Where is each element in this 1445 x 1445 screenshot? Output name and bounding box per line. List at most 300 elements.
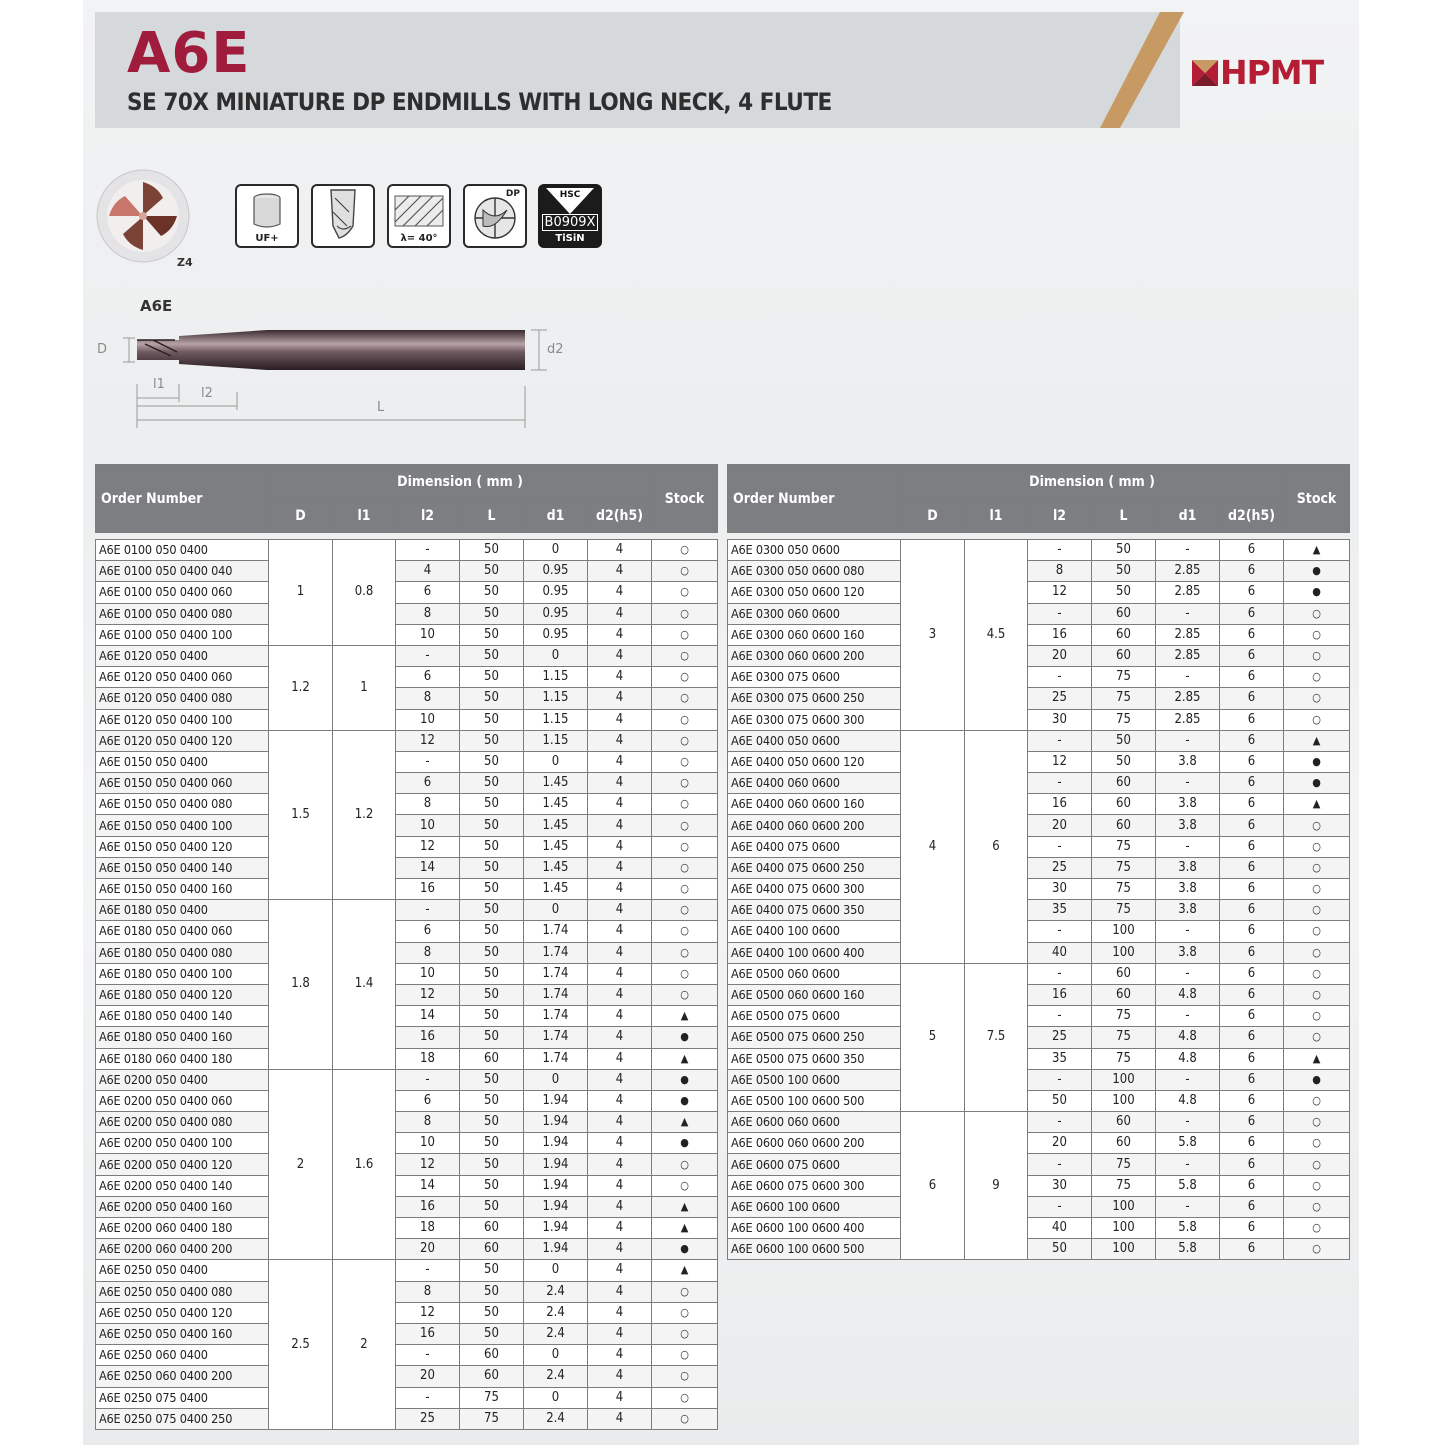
d1-cell: 4.8: [1156, 1027, 1220, 1048]
order-number-cell: A6E 0400 075 0600 350: [728, 900, 901, 921]
endmill-flute-icon: [311, 184, 375, 248]
table-row: [728, 1027, 1350, 1048]
col-l1-header: l1: [965, 499, 1028, 533]
d1-cell: 1.45: [524, 794, 588, 815]
d2-cell: 4: [588, 1323, 652, 1344]
length-cell: 75: [1092, 709, 1156, 730]
diameter-cell: 4: [901, 730, 965, 963]
l2-cell: 20: [1028, 815, 1092, 836]
table-row: [96, 773, 718, 794]
d1-cell: 1.15: [524, 667, 588, 688]
table-row: [96, 879, 718, 900]
stock-cell: ○: [652, 773, 718, 794]
stock-cell: ▲: [1284, 730, 1350, 751]
d2-cell: 6: [1220, 879, 1284, 900]
d1-cell: 1.74: [524, 1006, 588, 1027]
length-cell: 75: [1092, 1175, 1156, 1196]
length-cell: 100: [1092, 921, 1156, 942]
d2-cell: 4: [588, 942, 652, 963]
order-number-cell: A6E 0400 050 0600 120: [728, 751, 901, 772]
order-number-cell: A6E 0500 060 0600 160: [728, 984, 901, 1005]
d1-cell: 1.45: [524, 879, 588, 900]
d1-cell: 0: [524, 645, 588, 666]
length-cell: 50: [1092, 561, 1156, 582]
stock-cell: ○: [652, 709, 718, 730]
d1-cell: -: [1156, 773, 1220, 794]
d2-cell: 4: [588, 879, 652, 900]
d2-cell: 6: [1220, 667, 1284, 688]
table-row: [96, 1112, 718, 1133]
table-row: [96, 942, 718, 963]
l2-cell: -: [1028, 1006, 1092, 1027]
order-number-cell: A6E 0600 075 0600: [728, 1154, 901, 1175]
length-cell: 60: [1092, 1112, 1156, 1133]
d1-cell: -: [1156, 1112, 1220, 1133]
stock-cell: ○: [1284, 1239, 1350, 1260]
table-row: [96, 645, 718, 666]
table-row: [96, 1090, 718, 1111]
d2-cell: 6: [1220, 1239, 1284, 1260]
l2-cell: -: [1028, 667, 1092, 688]
table-row: [96, 688, 718, 709]
stock-cell: ○: [1284, 624, 1350, 645]
l2-cell: 12: [1028, 582, 1092, 603]
table-row: [728, 1239, 1350, 1260]
table-row: [96, 984, 718, 1005]
l2-cell: 35: [1028, 1048, 1092, 1069]
uf-plus-icon: [235, 184, 299, 248]
l2-cell: 10: [396, 1133, 460, 1154]
table-row: [96, 709, 718, 730]
stock-cell: ○: [1284, 1196, 1350, 1217]
l2-cell: 30: [1028, 879, 1092, 900]
d1-cell: 3.8: [1156, 942, 1220, 963]
table-row: [96, 667, 718, 688]
order-number-cell: A6E 0200 050 0400 080: [96, 1112, 269, 1133]
order-number-cell: A6E 0600 060 0600: [728, 1112, 901, 1133]
length-cell: 50: [460, 900, 524, 921]
hsc-coating-label: TiSiN: [555, 233, 585, 244]
d1-cell: 3.8: [1156, 794, 1220, 815]
stock-cell: ●: [652, 1069, 718, 1090]
d2-cell: 6: [1220, 730, 1284, 751]
table-row: [96, 836, 718, 857]
table-row: [96, 1387, 718, 1408]
table-row: [96, 1302, 718, 1323]
table-row: [96, 794, 718, 815]
d2-cell: 4: [588, 1345, 652, 1366]
dimension-header: Dimension ( mm ): [269, 465, 652, 499]
table-row: [728, 1133, 1350, 1154]
d2-cell: 6: [1220, 984, 1284, 1005]
order-number-cell: A6E 0300 060 0600 160: [728, 624, 901, 645]
stock-cell: ●: [1284, 561, 1350, 582]
length-cell: 60: [1092, 624, 1156, 645]
stock-cell: ○: [652, 751, 718, 772]
table-row: [96, 1154, 718, 1175]
table-row: [96, 857, 718, 878]
d2-cell: 6: [1220, 857, 1284, 878]
stock-cell: ●: [1284, 751, 1350, 772]
stock-cell: ○: [1284, 1218, 1350, 1239]
order-number-cell: A6E 0300 060 0600 200: [728, 645, 901, 666]
stock-cell: ▲: [652, 1112, 718, 1133]
d1-cell: -: [1156, 921, 1220, 942]
order-number-cell: A6E 0100 050 0400: [96, 540, 269, 561]
order-number-cell: A6E 0300 050 0600 080: [728, 561, 901, 582]
l2-cell: 12: [396, 1154, 460, 1175]
l2-cell: 16: [396, 1323, 460, 1344]
d1-cell: -: [1156, 1154, 1220, 1175]
banner-stripe: [1100, 12, 1184, 128]
d2-cell: 4: [588, 963, 652, 984]
order-number-cell: A6E 0180 060 0400 180: [96, 1048, 269, 1069]
l1-cell: 1.2: [333, 730, 396, 900]
length-cell: 50: [460, 1281, 524, 1302]
product-code: A6E: [127, 21, 251, 86]
order-number-cell: A6E 0100 050 0400 060: [96, 582, 269, 603]
table-row: [96, 1281, 718, 1302]
d1-cell: 4.8: [1156, 1048, 1220, 1069]
table-row: [728, 582, 1350, 603]
table-row: [96, 582, 718, 603]
d2-cell: 4: [588, 1006, 652, 1027]
d1-cell: 0.95: [524, 582, 588, 603]
length-cell: 75: [1092, 857, 1156, 878]
length-cell: 60: [1092, 645, 1156, 666]
d2-cell: 4: [588, 1133, 652, 1154]
stock-cell: ○: [652, 1175, 718, 1196]
d2-cell: 4: [588, 1048, 652, 1069]
order-number-header: Order Number: [728, 465, 901, 533]
l2-cell: -: [396, 900, 460, 921]
d2-cell: 6: [1220, 1048, 1284, 1069]
table-row: [728, 1048, 1350, 1069]
table-row: [96, 561, 718, 582]
length-cell: 50: [460, 963, 524, 984]
length-cell: 50: [460, 815, 524, 836]
stock-cell: ○: [1284, 921, 1350, 942]
d1-cell: 1.94: [524, 1090, 588, 1111]
dim-D-label: D: [97, 342, 108, 357]
d2-cell: 6: [1220, 561, 1284, 582]
length-cell: 50: [460, 1069, 524, 1090]
d1-cell: 5.8: [1156, 1239, 1220, 1260]
col-l2-header: l2: [1028, 499, 1092, 533]
order-number-cell: A6E 0400 050 0600: [728, 730, 901, 751]
l2-cell: 16: [1028, 794, 1092, 815]
length-cell: 50: [460, 624, 524, 645]
order-number-cell: A6E 0250 050 0400 160: [96, 1323, 269, 1344]
l2-cell: 16: [396, 1196, 460, 1217]
col-D-header: D: [901, 499, 965, 533]
d1-cell: -: [1156, 667, 1220, 688]
length-cell: 100: [1092, 1069, 1156, 1090]
d2-cell: 4: [588, 773, 652, 794]
helix-angle-label: λ= 40°: [400, 233, 438, 244]
dim-d2-label: d2: [547, 342, 564, 357]
d2-cell: 6: [1220, 1133, 1284, 1154]
d2-cell: 6: [1220, 582, 1284, 603]
d2-cell: 4: [588, 1154, 652, 1175]
length-cell: 100: [1092, 1196, 1156, 1217]
order-number-cell: A6E 0200 050 0400 160: [96, 1196, 269, 1217]
l2-cell: -: [1028, 1154, 1092, 1175]
length-cell: 100: [1092, 1218, 1156, 1239]
d2-cell: 6: [1220, 1069, 1284, 1090]
d2-cell: 6: [1220, 1196, 1284, 1217]
col-d2-header: d2(h5): [588, 499, 652, 533]
d1-cell: 0: [524, 1069, 588, 1090]
l2-cell: 25: [1028, 857, 1092, 878]
uf-plus-label: UF+: [255, 233, 279, 244]
table-row: [96, 1218, 718, 1239]
stock-cell: ○: [1284, 984, 1350, 1005]
d2-cell: 4: [588, 900, 652, 921]
order-number-cell: A6E 0300 075 0600: [728, 667, 901, 688]
l2-cell: -: [1028, 773, 1092, 794]
brand-mark-icon: [1192, 60, 1218, 86]
order-number-cell: A6E 0200 050 0400 060: [96, 1090, 269, 1111]
table-row: [728, 879, 1350, 900]
d1-cell: 5.8: [1156, 1175, 1220, 1196]
stock-cell: ▲: [652, 1260, 718, 1281]
stock-cell: ○: [1284, 942, 1350, 963]
order-number-cell: A6E 0180 050 0400 140: [96, 1006, 269, 1027]
length-cell: 60: [1092, 794, 1156, 815]
order-number-cell: A6E 0400 100 0600 400: [728, 942, 901, 963]
length-cell: 50: [460, 942, 524, 963]
stock-cell: ●: [652, 1133, 718, 1154]
l2-cell: 6: [396, 921, 460, 942]
order-number-cell: A6E 0150 050 0400 140: [96, 857, 269, 878]
l2-cell: 6: [396, 773, 460, 794]
d2-cell: 6: [1220, 1175, 1284, 1196]
length-cell: 60: [1092, 773, 1156, 794]
l1-cell: 0.8: [333, 540, 396, 646]
stock-cell: ○: [652, 582, 718, 603]
l2-cell: -: [1028, 1069, 1092, 1090]
d2-cell: 4: [588, 1260, 652, 1281]
table-row: [728, 1196, 1350, 1217]
brand-name: HPMT: [1220, 53, 1324, 92]
length-cell: 100: [1092, 1239, 1156, 1260]
d1-cell: 1.45: [524, 815, 588, 836]
length-cell: 50: [460, 1027, 524, 1048]
order-number-cell: A6E 0180 050 0400: [96, 900, 269, 921]
d1-cell: 2.85: [1156, 624, 1220, 645]
order-number-cell: A6E 0400 100 0600: [728, 921, 901, 942]
l2-cell: 8: [396, 1281, 460, 1302]
stock-cell: ▲: [652, 1006, 718, 1027]
stock-cell: ○: [652, 815, 718, 836]
order-number-cell: A6E 0500 075 0600 250: [728, 1027, 901, 1048]
table-row: [728, 1006, 1350, 1027]
table-row: [96, 1345, 718, 1366]
order-number-cell: A6E 0150 050 0400 080: [96, 794, 269, 815]
stock-cell: ○: [652, 1154, 718, 1175]
stock-cell: ○: [1284, 1027, 1350, 1048]
order-number-cell: A6E 0500 075 0600 350: [728, 1048, 901, 1069]
helix-angle-icon: [387, 184, 451, 248]
d1-cell: 5.8: [1156, 1133, 1220, 1154]
length-cell: 60: [460, 1218, 524, 1239]
l2-cell: -: [1028, 921, 1092, 942]
d1-cell: 1.15: [524, 709, 588, 730]
d1-cell: 0: [524, 540, 588, 561]
length-cell: 50: [460, 857, 524, 878]
hsc-icon: [538, 184, 602, 248]
order-number-cell: A6E 0300 075 0600 250: [728, 688, 901, 709]
d2-cell: 6: [1220, 942, 1284, 963]
table-row: [728, 815, 1350, 836]
order-number-cell: A6E 0250 060 0400: [96, 1345, 269, 1366]
d1-cell: 0.95: [524, 561, 588, 582]
l2-cell: -: [1028, 963, 1092, 984]
l1-cell: 6: [965, 730, 1028, 963]
l2-cell: 16: [1028, 624, 1092, 645]
length-cell: 50: [460, 751, 524, 772]
l2-cell: -: [396, 1387, 460, 1408]
stock-cell: ○: [1284, 688, 1350, 709]
stock-cell: ○: [1284, 836, 1350, 857]
table-row: [728, 540, 1350, 561]
stock-cell: ○: [1284, 857, 1350, 878]
d1-cell: 2.4: [524, 1281, 588, 1302]
stock-cell: ●: [1284, 582, 1350, 603]
stock-cell: ●: [1284, 773, 1350, 794]
order-number-cell: A6E 0600 100 0600 400: [728, 1218, 901, 1239]
table-row: [96, 900, 718, 921]
length-cell: 60: [1092, 963, 1156, 984]
dim-L-label: L: [377, 400, 385, 415]
length-cell: 50: [460, 773, 524, 794]
col-L-header: L: [1092, 499, 1156, 533]
l2-cell: 6: [396, 667, 460, 688]
d1-cell: 0: [524, 1387, 588, 1408]
stock-cell: ○: [652, 1345, 718, 1366]
order-number-cell: A6E 0120 050 0400 100: [96, 709, 269, 730]
l2-cell: 12: [396, 1302, 460, 1323]
d1-cell: 1.94: [524, 1112, 588, 1133]
length-cell: 60: [460, 1345, 524, 1366]
order-number-cell: A6E 0150 050 0400 060: [96, 773, 269, 794]
length-cell: 50: [460, 667, 524, 688]
d2-cell: 6: [1220, 900, 1284, 921]
stock-cell: ○: [1284, 879, 1350, 900]
l2-cell: 12: [396, 730, 460, 751]
stock-cell: ○: [1284, 1112, 1350, 1133]
l2-cell: -: [396, 1069, 460, 1090]
tool-drawing: [95, 322, 575, 434]
l2-cell: 25: [1028, 1027, 1092, 1048]
order-number-cell: A6E 0150 050 0400 100: [96, 815, 269, 836]
d2-cell: 4: [588, 709, 652, 730]
d1-cell: 2.4: [524, 1366, 588, 1387]
d1-cell: 5.8: [1156, 1218, 1220, 1239]
length-cell: 50: [460, 688, 524, 709]
d2-cell: 4: [588, 921, 652, 942]
length-cell: 50: [460, 879, 524, 900]
order-number-cell: A6E 0100 050 0400 100: [96, 624, 269, 645]
diameter-cell: 1.5: [269, 730, 333, 900]
stock-cell: ○: [652, 645, 718, 666]
l2-cell: 10: [396, 709, 460, 730]
stock-cell: ○: [652, 1387, 718, 1408]
d2-cell: 4: [588, 1218, 652, 1239]
stock-cell: ▲: [652, 1196, 718, 1217]
d1-cell: 3.8: [1156, 815, 1220, 836]
l2-cell: -: [1028, 540, 1092, 561]
length-cell: 50: [460, 1133, 524, 1154]
d2-cell: 4: [588, 624, 652, 645]
d1-cell: 1.74: [524, 942, 588, 963]
stock-cell: ○: [652, 900, 718, 921]
stock-cell: ●: [652, 1090, 718, 1111]
stock-cell: ▲: [652, 1048, 718, 1069]
table-row: [728, 773, 1350, 794]
table-row: [96, 1175, 718, 1196]
hsc-grade-label: B0909X: [542, 214, 598, 231]
l2-cell: 16: [396, 879, 460, 900]
d2-cell: 4: [588, 645, 652, 666]
stock-cell: ○: [1284, 815, 1350, 836]
d1-cell: 1.94: [524, 1218, 588, 1239]
stock-cell: ○: [652, 879, 718, 900]
d2-cell: 4: [588, 730, 652, 751]
order-number-cell: A6E 0250 050 0400 120: [96, 1302, 269, 1323]
order-number-cell: A6E 0400 060 0600 160: [728, 794, 901, 815]
l2-cell: 6: [396, 582, 460, 603]
table-row: [96, 1366, 718, 1387]
order-number-cell: A6E 0200 060 0400 200: [96, 1239, 269, 1260]
dim-l2-label: l2: [201, 386, 213, 401]
stock-cell: ○: [652, 1302, 718, 1323]
right-spec-table: [727, 464, 1350, 1260]
dim-l1-label: l1: [153, 377, 165, 392]
d2-cell: 4: [588, 540, 652, 561]
length-cell: 50: [460, 1302, 524, 1323]
table-row: [728, 1112, 1350, 1133]
table-row: [96, 1069, 718, 1090]
table-row: [728, 688, 1350, 709]
d1-cell: 2.85: [1156, 645, 1220, 666]
stock-cell: ○: [1284, 900, 1350, 921]
table-row: [728, 900, 1350, 921]
d2-cell: 4: [588, 836, 652, 857]
order-number-cell: A6E 0500 060 0600: [728, 963, 901, 984]
length-cell: 75: [1092, 1154, 1156, 1175]
table-row: [96, 1133, 718, 1154]
d1-cell: 0: [524, 1260, 588, 1281]
table-row: [96, 1260, 718, 1281]
length-cell: 50: [460, 730, 524, 751]
table-row: [728, 730, 1350, 751]
length-cell: 50: [460, 1112, 524, 1133]
table-row: [96, 921, 718, 942]
stock-cell: ○: [652, 561, 718, 582]
order-number-cell: A6E 0250 060 0400 200: [96, 1366, 269, 1387]
table-row: [728, 921, 1350, 942]
l2-cell: -: [396, 540, 460, 561]
l2-cell: 50: [1028, 1090, 1092, 1111]
order-number-cell: A6E 0120 050 0400 120: [96, 730, 269, 751]
table-row: [96, 963, 718, 984]
l2-cell: 20: [396, 1366, 460, 1387]
stock-cell: ○: [652, 1281, 718, 1302]
order-number-cell: A6E 0150 050 0400: [96, 751, 269, 772]
l2-cell: 4: [396, 561, 460, 582]
